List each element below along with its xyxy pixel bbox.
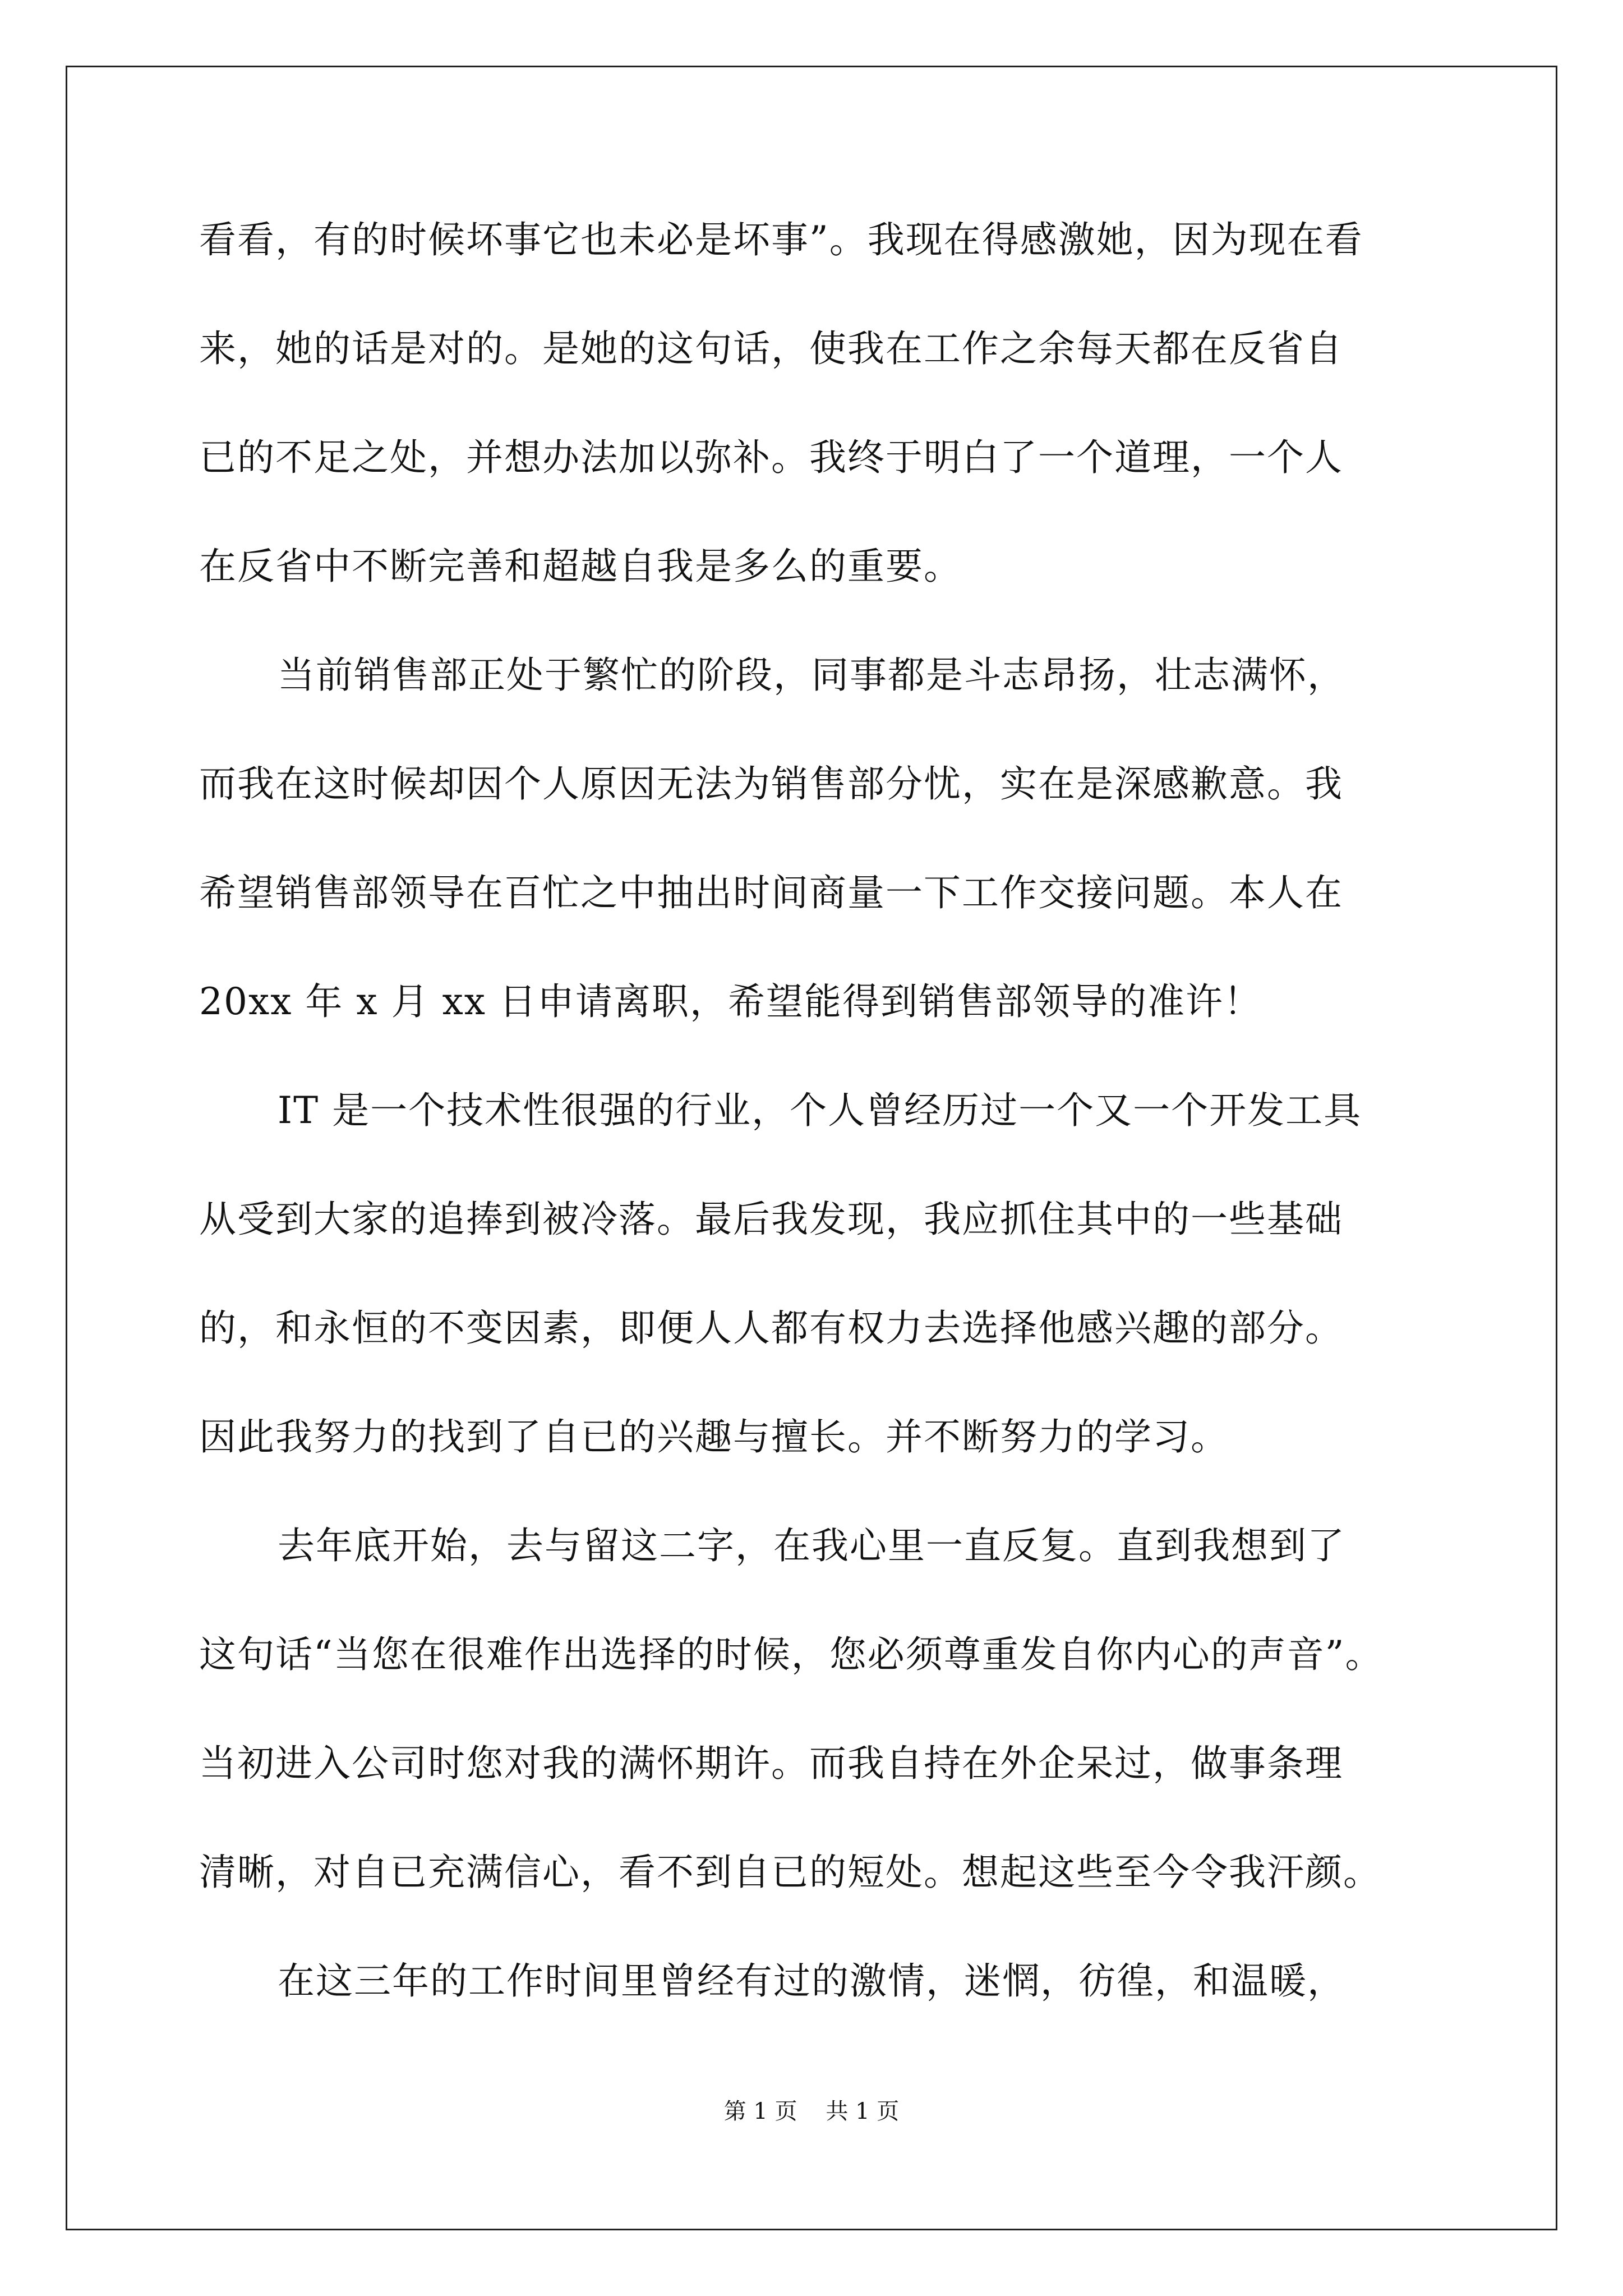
- paragraph-start-line: 去年底开始，去与留这二字，在我心里一直反复。直到我想到了: [278, 1524, 1345, 1567]
- text-line: 从受到大家的追捧到被冷落。最后我发现，我应抓住其中的一些基础: [199, 1198, 1343, 1241]
- paragraph-start-line: 当前销售部正处于繁忙的阶段，同事都是斗志昂扬，壮志满怀，: [278, 654, 1345, 697]
- text-line: 而我在这时候却因个人原因无法为销售部分忧，实在是深感歉意。我: [199, 762, 1343, 806]
- text-line: 这句话“当您在很难作出选择的时候，您必须尊重发自你内心的声音”。: [199, 1633, 1384, 1676]
- text-line: 来，她的话是对的。是她的这句话，使我在工作之余每天都在反省自: [199, 327, 1343, 370]
- text-line: 20xx 年 x 月 xx 日申请离职，希望能得到销售部领导的准许！: [199, 980, 1262, 1023]
- paragraph-start-line: 在这三年的工作时间里曾经有过的激情，迷惘，彷徨，和温暖，: [278, 1959, 1345, 2003]
- text-line: 因此我努力的找到了自已的兴趣与擅长。并不断努力的学习。: [199, 1415, 1229, 1458]
- text-line: 的，和永恒的不变因素，即便人人都有权力去选择他感兴趣的部分。: [199, 1306, 1343, 1350]
- page-number-footer: 第 1 页 共 1 页: [723, 2099, 900, 2124]
- text-line: 看看，有的时候坏事它也未必是坏事”。我现在得感激她，因为现在看: [199, 218, 1363, 261]
- text-line: 当初进入公司时您对我的满怀期许。而我自持在外企呆过，做事条理: [199, 1742, 1343, 1785]
- text-line: 希望销售部领导在百忙之中抽出时间商量一下工作交接问题。本人在: [199, 871, 1343, 914]
- text-line: 清晰，对自已充满信心，看不到自已的短处。想起这些至今令我汗颜。: [199, 1851, 1381, 1894]
- text-line: 已的不足之处，并想办法加以弥补。我终于明白了一个道理，一个人: [199, 436, 1343, 479]
- paragraph-start-line: IT 是一个技术性很强的行业，个人曾经历过一个又一个开发工具: [278, 1089, 1362, 1132]
- text-line: 在反省中不断完善和超越自我是多么的重要。: [199, 545, 962, 588]
- page-border: [66, 66, 1557, 2230]
